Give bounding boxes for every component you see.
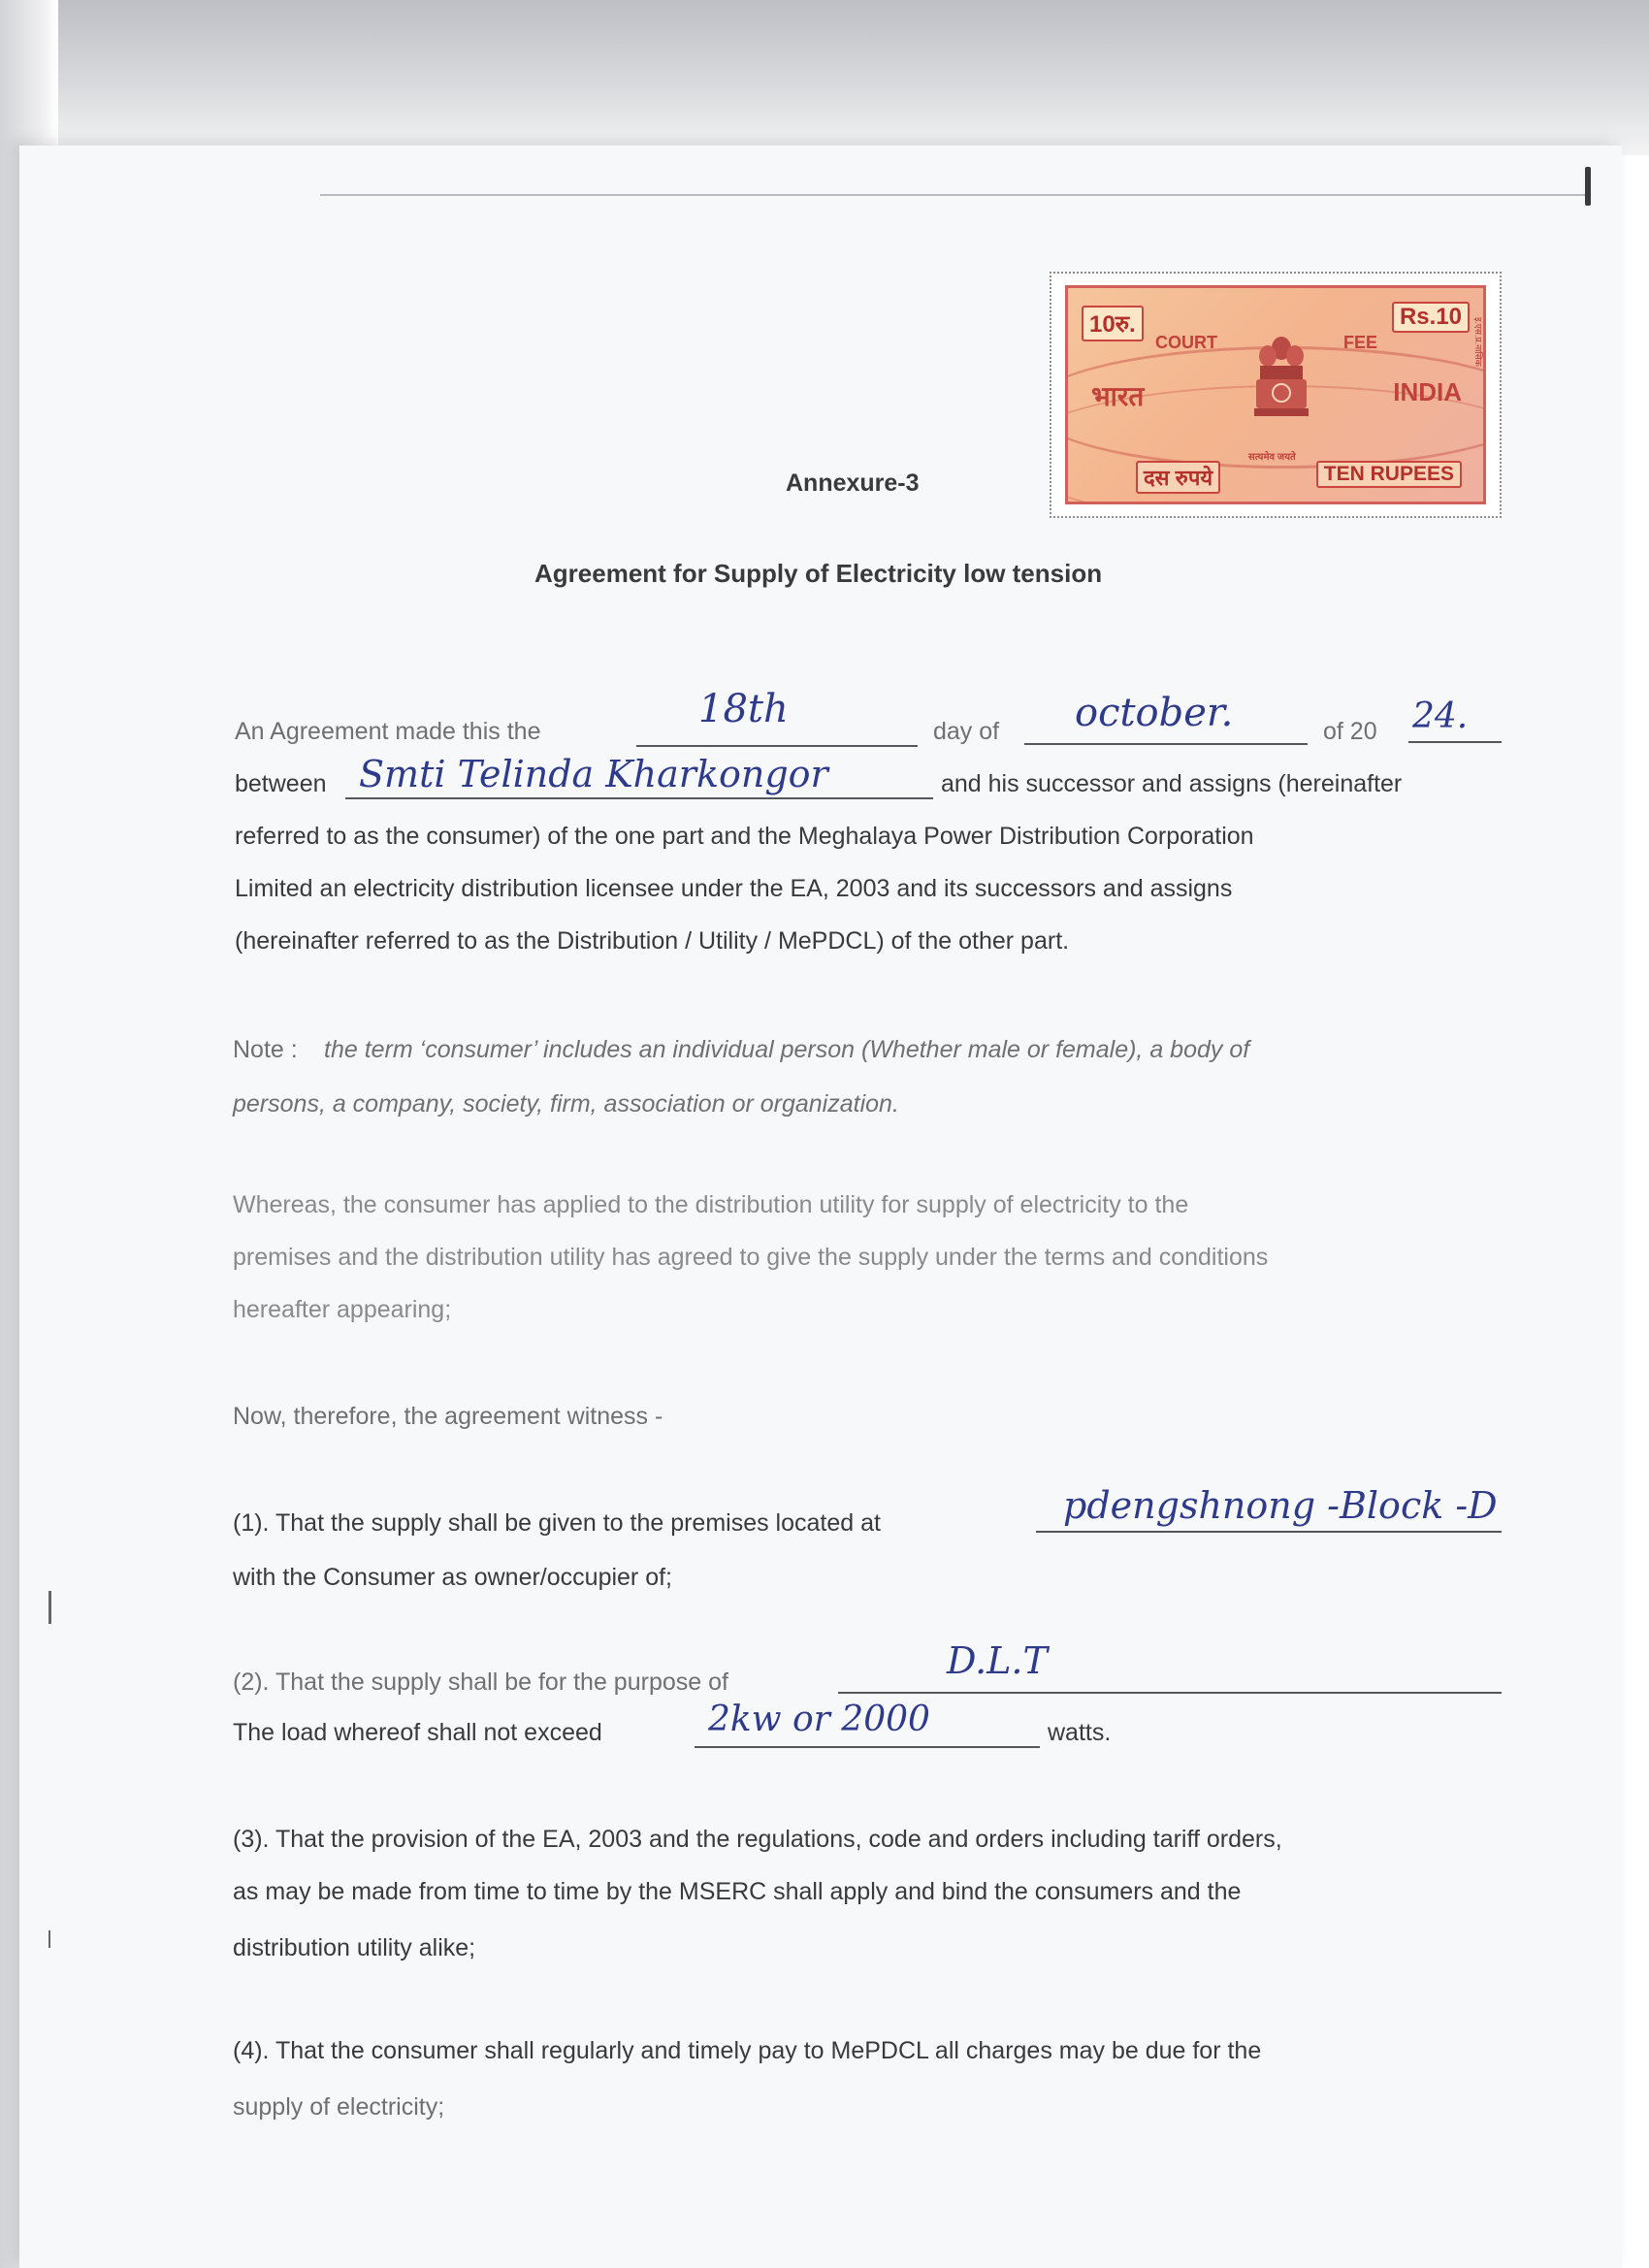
consumer-name-blank [345, 797, 933, 799]
stamp-amount-english: TEN RUPEES [1316, 461, 1462, 488]
whereas-text-1: Whereas, the consumer has applied to the distribution utility for supply of electricity to the [233, 1191, 1189, 1218]
clause-4-text-1: (4). That the consumer shall regularly and timely pay to MePDCL all charges may be due for the [233, 2037, 1262, 2064]
page-title: Agreement for Supply of Electricity low tension [534, 559, 1103, 588]
stamp-side-print: इ.एस.प्र.नासिक [1473, 317, 1483, 367]
annexure-label: Annexure-3 [786, 470, 920, 497]
stamp-face [1065, 285, 1486, 504]
national-emblem-icon [1252, 327, 1310, 443]
note-label: Note : [233, 1036, 298, 1063]
clause-3-text-1: (3). That the provision of the EA, 2003 and the regulations, code and orders including tariff orders, [233, 1826, 1282, 1853]
intro-text-line3: referred to as the consumer) of the one part and the Meghalaya Power Distribution Corporation [235, 823, 1254, 850]
intro-text-3: of 20 [1323, 718, 1377, 745]
intro-text-line5: (hereinafter referred to as the Distribution / Utility / MePDCL) of the other part. [235, 927, 1070, 955]
stamp-amount-hindi: दस रुपये [1136, 461, 1220, 494]
court-fee-stamp [1050, 272, 1502, 518]
handwritten-purpose: D.L.T [947, 1639, 1048, 1682]
stamp-court-label: COURT [1155, 333, 1217, 352]
month-blank [1024, 743, 1308, 745]
handwritten-consumer-name: Smti Telinda Kharkongor [359, 753, 828, 795]
clause-3-text-2: as may be made from time to time by the MSERC shall apply and bind the consumers and the [233, 1878, 1242, 1905]
witness-text: Now, therefore, the agreement witness - [233, 1403, 663, 1430]
handwritten-day: 18th [698, 687, 789, 731]
clause-2-text: (2). That the supply shall be for the purpose of [233, 1669, 728, 1696]
scan-shadow-top [0, 0, 1649, 155]
clause-4-text-2: supply of electricity; [233, 2093, 445, 2121]
clause-1-text: (1). That the supply shall be given to the premises located at [233, 1509, 881, 1537]
premises-blank [1036, 1531, 1502, 1533]
intro-text-5: and his successor and assigns (hereinafter [941, 770, 1403, 797]
note-text-1: the term ‘consumer’ includes an individual person (Whether male or female), a body of [324, 1036, 1250, 1063]
margin-mark [48, 1591, 51, 1624]
clause-1-text-2: with the Consumer as owner/occupier of; [233, 1564, 672, 1591]
clause-2-text-3: watts. [1048, 1719, 1112, 1746]
purpose-blank [838, 1692, 1502, 1694]
stamp-value-left: 10रु. [1082, 306, 1144, 341]
stamp-country-hindi: भारत [1091, 381, 1145, 411]
load-blank [695, 1746, 1040, 1748]
handwritten-load: 2kw or 2000 [708, 1700, 930, 1739]
day-blank [636, 745, 918, 747]
handwritten-year: 24. [1412, 697, 1469, 736]
stamp-country-english: INDIA [1393, 377, 1462, 406]
intro-text-4: between [235, 770, 327, 797]
stamp-motto: सत्यमेव जयते [1248, 452, 1296, 463]
clause-3-text-3: distribution utility alike; [233, 1934, 476, 1961]
intro-text-line4: Limited an electricity distribution licensee under the EA, 2003 and its successors and assigns [235, 875, 1233, 902]
clause-2-text-2: The load whereof shall not exceed [233, 1719, 602, 1746]
whereas-text-2: premises and the distribution utility has agreed to give the supply under the terms and conditions [233, 1244, 1269, 1271]
stamp-value-right: Rs.10 [1392, 302, 1470, 333]
whereas-text-3: hereafter appearing; [233, 1296, 452, 1323]
stamp-fee-label: FEE [1343, 333, 1378, 352]
margin-mark [48, 1930, 50, 1948]
handwritten-premises: pdengshnong -Block -D [1063, 1484, 1498, 1527]
intro-text-2: day of [933, 718, 1000, 745]
note-text-2: persons, a company, society, firm, association or organization. [233, 1090, 899, 1118]
year-blank [1408, 741, 1502, 743]
sheet-corner-mark [1585, 167, 1591, 206]
handwritten-month: october. [1075, 691, 1234, 735]
sheet-edge-line [320, 194, 1591, 196]
intro-text-1: An Agreement made this the [235, 718, 541, 745]
